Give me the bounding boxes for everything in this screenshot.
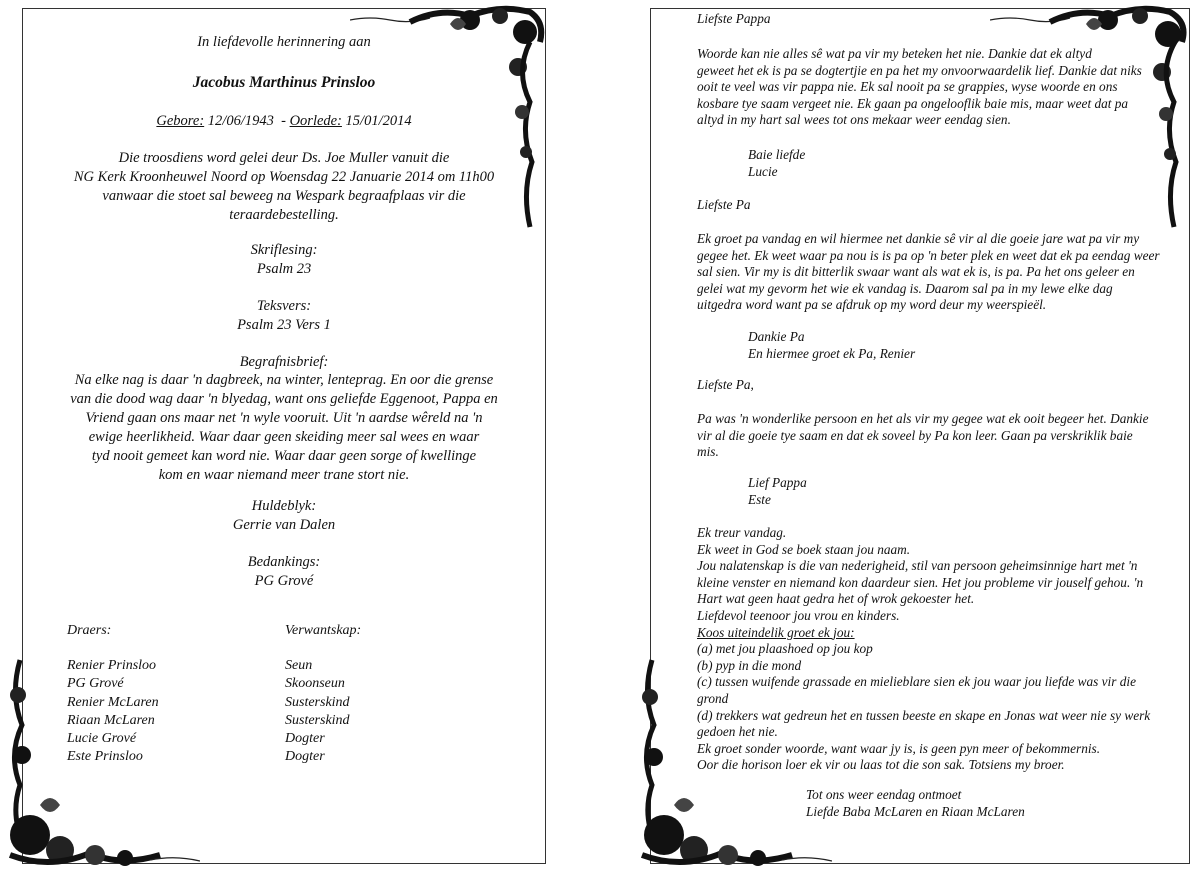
m3-line: Pa was 'n wonderlike persoon en het als vir my gegee wat ek ooit begeer het. Dankie <box>697 411 1149 426</box>
bearer-relation: Susterskind <box>285 694 350 710</box>
scripture-value: Psalm 23 <box>256 261 312 277</box>
relation-header: Verwantskap: <box>285 623 362 638</box>
m4-sign-2: Liefde Baba McLaren en Riaan McLaren <box>806 804 1025 819</box>
m4-list-line: gedoen het nie. <box>697 724 778 740</box>
relations-list <box>285 657 350 767</box>
m4-line: Jou nalatenskap is die van nederigheid, stil van persoon geheimsinnige hart met 'n <box>697 558 1138 574</box>
m4-list-line: (d) trekkers wat gedreun het en tussen beeste en skape en Jonas wat weer nie sy werk <box>697 707 1151 723</box>
m3-salutation: Liefste Pa, <box>697 377 754 392</box>
bearer-relation: Skoonseun <box>285 676 345 692</box>
m4-line: Ek treur vandag. <box>697 525 787 540</box>
m1-line: geweet het ek is pa se dogtertjie en pa het my onvoorwaardelik lief. Dankie dat niks <box>697 62 1142 78</box>
intro-line: In liefdevolle herinnering aan <box>197 34 371 50</box>
text-label: Teksvers: <box>256 298 312 314</box>
bearer-name: Lucie Grové <box>67 731 137 747</box>
m4-list-line: (c) tussen wuifende grassade en mielieblare sien ek jou waar jou liefde was vir die <box>697 674 1136 690</box>
deceased-name: Jacobus Marthinus Prinsloo <box>192 74 376 91</box>
bearer-name: Este Prinsloo <box>67 749 143 765</box>
corner-ornament-bottom-left-icon <box>0 655 200 877</box>
service-line: Die troosdiens word gelei deur Ds. Joe Muller vanuit die <box>118 150 450 166</box>
date-dash: - <box>281 113 286 129</box>
corner-ornament-top-right-icon <box>990 2 1200 232</box>
bearer-name: PG Grové <box>67 676 124 692</box>
m4-line: Ek weet in God se boek staan jou naam. <box>697 541 911 557</box>
m4-list-line: Oor die horison loer ek vir ou laas tot die son sak. Totsiens my broer. <box>697 757 1065 773</box>
corner-ornament-bottom-left-icon <box>632 655 832 877</box>
letter-line: Na elke nag is daar 'n dagbreek, na winter, lenteprag. En oor die grense <box>74 372 494 388</box>
m1-sign-1: Baie liefde <box>748 147 806 162</box>
m1-sign-2: Lucie <box>748 164 778 179</box>
m2-line: gegee het. Ek weet waar pa nou is is pa op 'n beter plek en weet dat ek pa eendag weer <box>697 247 1160 263</box>
letter-line: Vriend gaan ons maar net 'n wyle vooruit. Uit 'n aardse wêreld na 'n <box>85 410 483 426</box>
letter-label: Begrafnisbrief: <box>239 354 329 370</box>
m1-line: kosbare tye saam vergeet nie. Ek gaan pa ongelooflik baie mis, maar weet dat pa <box>697 95 1129 111</box>
born-date: 12/06/1943 <box>207 113 274 129</box>
m3-line: mis. <box>697 444 719 460</box>
m2-paragraph <box>697 231 1160 314</box>
m4-list-line: grond <box>697 690 729 706</box>
thanks-value: PG Grové <box>254 573 314 589</box>
bearer-name: Renier McLaren <box>67 694 159 710</box>
corner-ornament-top-right-icon <box>350 2 550 232</box>
died-date: 15/01/2014 <box>345 113 412 129</box>
service-line: vanwaar die stoet sal beweeg na Wespark begraafplaas vir die <box>102 188 466 204</box>
tribute-label: Huldeblyk: <box>251 498 317 514</box>
bearer-relation: Susterskind <box>285 712 350 728</box>
m3-paragraph <box>697 411 1149 461</box>
m4-underlined-line: Koos uiteindelik groet ek jou: <box>697 624 855 640</box>
bearers-header: Draers: <box>67 623 112 638</box>
m2-line: sal sien. Vir my is dit bitterlik swaar want als wat ek is, is pa. Pa het ons geleer en <box>697 264 1135 280</box>
text-value: Psalm 23 Vers 1 <box>237 317 331 333</box>
m4-list-line: (a) met jou plaashoed op jou kop <box>697 641 873 657</box>
tribute-value: Gerrie van Dalen <box>232 517 336 533</box>
bearer-relation: Dogter <box>285 749 325 765</box>
letter-line: tyd nooit gemeet kan word nie. Waar daar geen sorge of kwellinge <box>91 448 477 464</box>
m1-salutation: Liefste Pappa <box>697 11 771 26</box>
m4-sign-1: Tot ons weer eendag ontmoet <box>806 787 962 802</box>
died-label: Oorlede: <box>289 113 342 129</box>
service-line: NG Kerk Kroonheuwel Noord op Woensdag 22 Januarie 2014 om 11h00 <box>73 169 495 185</box>
bearer-relation: Dogter <box>285 731 325 747</box>
m2-line: Ek groet pa vandag en wil hiermee net dankie sê vir al die goeie jare wat pa vir my <box>697 231 1140 246</box>
m1-line: ooit te veel was vir pappa nie. Ek sal nooit pa se grappies, wyse woorde en ons <box>697 79 1118 95</box>
service-line: teraardebestelling. <box>229 207 339 223</box>
m4-line: Hart wat geen haat gedra het of wrok gekoester het. <box>697 591 975 607</box>
m3-line: vir al die goeie tye saam en dat ek soveel by Pa kon leer. Gaan pa verskriklik baie <box>697 427 1133 443</box>
bearer-name: Riaan McLaren <box>67 712 155 728</box>
thanks-label: Bedankings: <box>247 554 321 570</box>
letter-line: ewige heerlikheid. Waar daar geen skeiding meer sal wees en waar <box>88 429 480 445</box>
m2-line: gelei wat my gevorm het wie ek vandag is. Daarom sal pa in my lewe elke dag <box>697 280 1113 296</box>
m3-sign-2: Este <box>748 492 771 507</box>
born-label: Gebore: <box>156 113 205 129</box>
m1-line: altyd in my hart sal wees tot ons mekaar weer eendag sien. <box>697 112 1011 128</box>
m3-sign-1: Lief Pappa <box>748 475 807 490</box>
m4-line: Liefdevol teenoor jou vrou en kinders. <box>697 607 900 623</box>
m2-salutation: Liefste Pa <box>697 197 751 212</box>
m1-line: Woorde kan nie alles sê wat pa vir my beteken het nie. Dankie dat ek altyd <box>697 46 1092 61</box>
letter-line: kom en waar niemand meer trane stort nie. <box>158 467 410 483</box>
m2-line: uitgedra word want pa se afdruk op my word deur my weerspieël. <box>697 297 1047 313</box>
letter-line: van die dood wag daar 'n blyedag, want ons geliefde Eggenoot, Pappa en <box>70 391 498 407</box>
m4-line: kleine venster en niemand kon daardeur sien. Het jou probleme vir jouself gehou. 'n <box>697 574 1144 590</box>
bearer-name: Renier Prinsloo <box>67 658 157 673</box>
bearer-relation: Seun <box>285 658 313 673</box>
m4-list-line: (b) pyp in die mond <box>697 657 802 673</box>
m2-sign-1: Dankie Pa <box>748 329 805 344</box>
m4-list-line: Ek groet sonder woorde, want waar jy is, is geen pyn meer of bekommernis. <box>697 740 1101 756</box>
letter-paragraph <box>23 371 545 485</box>
scripture-label: Skriflesing: <box>250 242 318 258</box>
m2-sign-2: En hiermee groet ek Pa, Renier <box>748 346 916 361</box>
